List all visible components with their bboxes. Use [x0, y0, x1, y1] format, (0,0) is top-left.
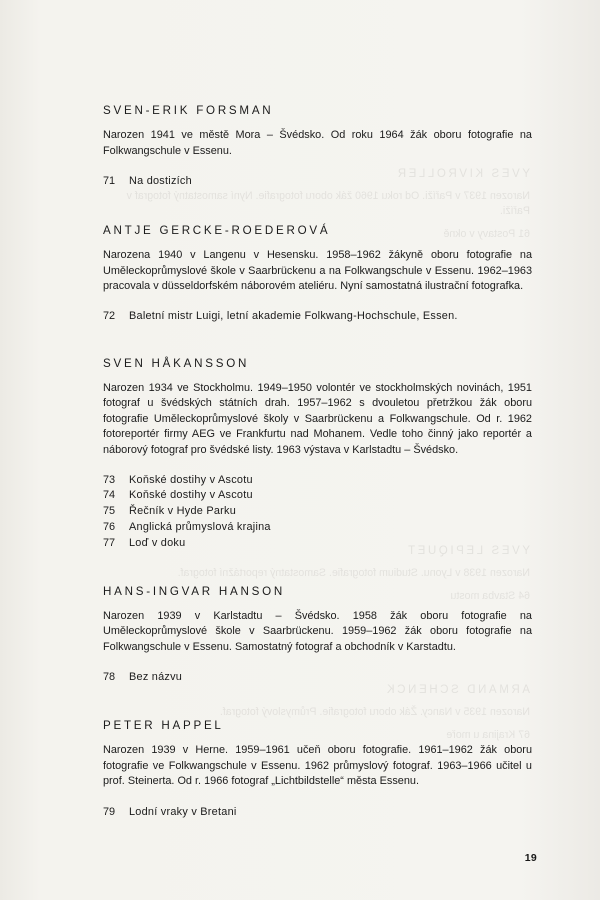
work-number: 72: [103, 309, 116, 322]
work-number: 75: [103, 505, 116, 518]
work-item: [103, 488, 532, 504]
work-number: 73: [103, 473, 116, 486]
work-number: 71: [103, 175, 116, 188]
catalog-entry-hakansson: [103, 357, 532, 552]
work-title: Koňské dostihy v Ascotu: [129, 489, 253, 502]
work-title: Koňské dostihy v Ascotu: [129, 473, 253, 486]
work-number: 76: [103, 520, 116, 533]
work-title: Bez názvu: [129, 671, 183, 684]
entry-name: SVEN-ERIK FORSMAN: [103, 104, 274, 117]
catalog-entry-happel: [103, 719, 532, 821]
entry-name: ANTJE GERCKE-ROEDEROVÁ: [103, 223, 331, 237]
work-item: [103, 473, 532, 489]
works-list: [103, 309, 532, 325]
work-item: [103, 174, 532, 190]
entry-name: PETER HAPPEL: [103, 719, 224, 733]
entry-biography: Narozena 1940 v Langenu v Hesensku. 1958–1962 žákyně oboru fotografie na Uměleckoprůmyslové škole v Saarbrückenu a na Folkwangschule v Essenu. 1962–1963 pracovala v düsseldorfském náborovém ateliéru. Nyní samostatná ilustrační fotografka.: [103, 248, 532, 293]
work-title: Baletní mistr Luigi, letní akademie Folkwang-Hochschule, Essen.: [129, 309, 458, 322]
work-title: Loď v doku: [129, 536, 186, 549]
entry-name: HANS-INGVAR HANSON: [103, 584, 285, 598]
work-number: 78: [103, 671, 116, 684]
work-number: 74: [103, 489, 116, 502]
catalog-entry-hanson: [103, 585, 532, 687]
work-item: [103, 536, 532, 552]
work-number: 77: [103, 536, 116, 549]
works-list: [103, 174, 532, 190]
work-item: [103, 504, 532, 520]
page-number: 19: [524, 852, 537, 864]
work-title: Řečník v Hyde Parku: [129, 505, 237, 518]
works-list: [103, 805, 532, 821]
work-item: [103, 520, 532, 536]
work-title: Lodní vraky v Bretani: [129, 805, 237, 818]
work-title: Anglická průmyslová krajina: [129, 520, 271, 533]
works-list: [103, 670, 532, 686]
entry-name: SVEN HÅKANSSON: [103, 356, 250, 370]
work-item: [103, 805, 532, 821]
work-number: 79: [103, 805, 116, 818]
work-item: [103, 309, 532, 325]
entry-biography: Narozen 1934 ve Stockholmu. 1949–1950 volontér ve stockholmských novinách, 1951 fotograf u švédských státních drah. 1957–1962 s dvouletou přetržkou žák oboru fotografie Uměleckoprůmyslové školy v Saarbrückenu a Folkwangschule. Od r. 1962 fotoreportér firmy AEG ve Frankfurtu nad Mohanem. Vedle toho činný jako reportér a náborový fotograf pro švédské listy. 1963 výstava v Karlstadtu – Švédsko.: [103, 381, 532, 456]
catalog-entry-gercke-roederova: [103, 224, 532, 325]
work-title: Na dostizích: [129, 175, 192, 188]
work-item: [103, 670, 532, 686]
entry-biography: Narozen 1939 v Herne. 1959–1961 učeň oboru fotografie. 1961–1962 žák oboru fotografie ve Folkwangschule v Essenu. 1962 průmyslový fotograf. 1963–1966 učitel u prof. Steinerta. Od r. 1966 fotograf „Lichtbildstelle“ města Essenu.: [103, 744, 532, 788]
works-list: [103, 473, 532, 552]
catalog-entry-forsman: [103, 104, 532, 190]
entry-biography: Narozen 1941 ve městě Mora – Švédsko. Od roku 1964 žák oboru fotografie na Folkwangschule v Essenu.: [103, 129, 532, 157]
entry-biography: Narozen 1939 v Karlstadtu – Švédsko. 1958 žák oboru fotografie na Uměleckoprůmyslové škole v Saarbrückenu. 1959–1962 žák oboru fotografie na Folkwangschule v Essenu. Samostatný fotograf a obchodník v Karstadtu.: [103, 609, 532, 653]
